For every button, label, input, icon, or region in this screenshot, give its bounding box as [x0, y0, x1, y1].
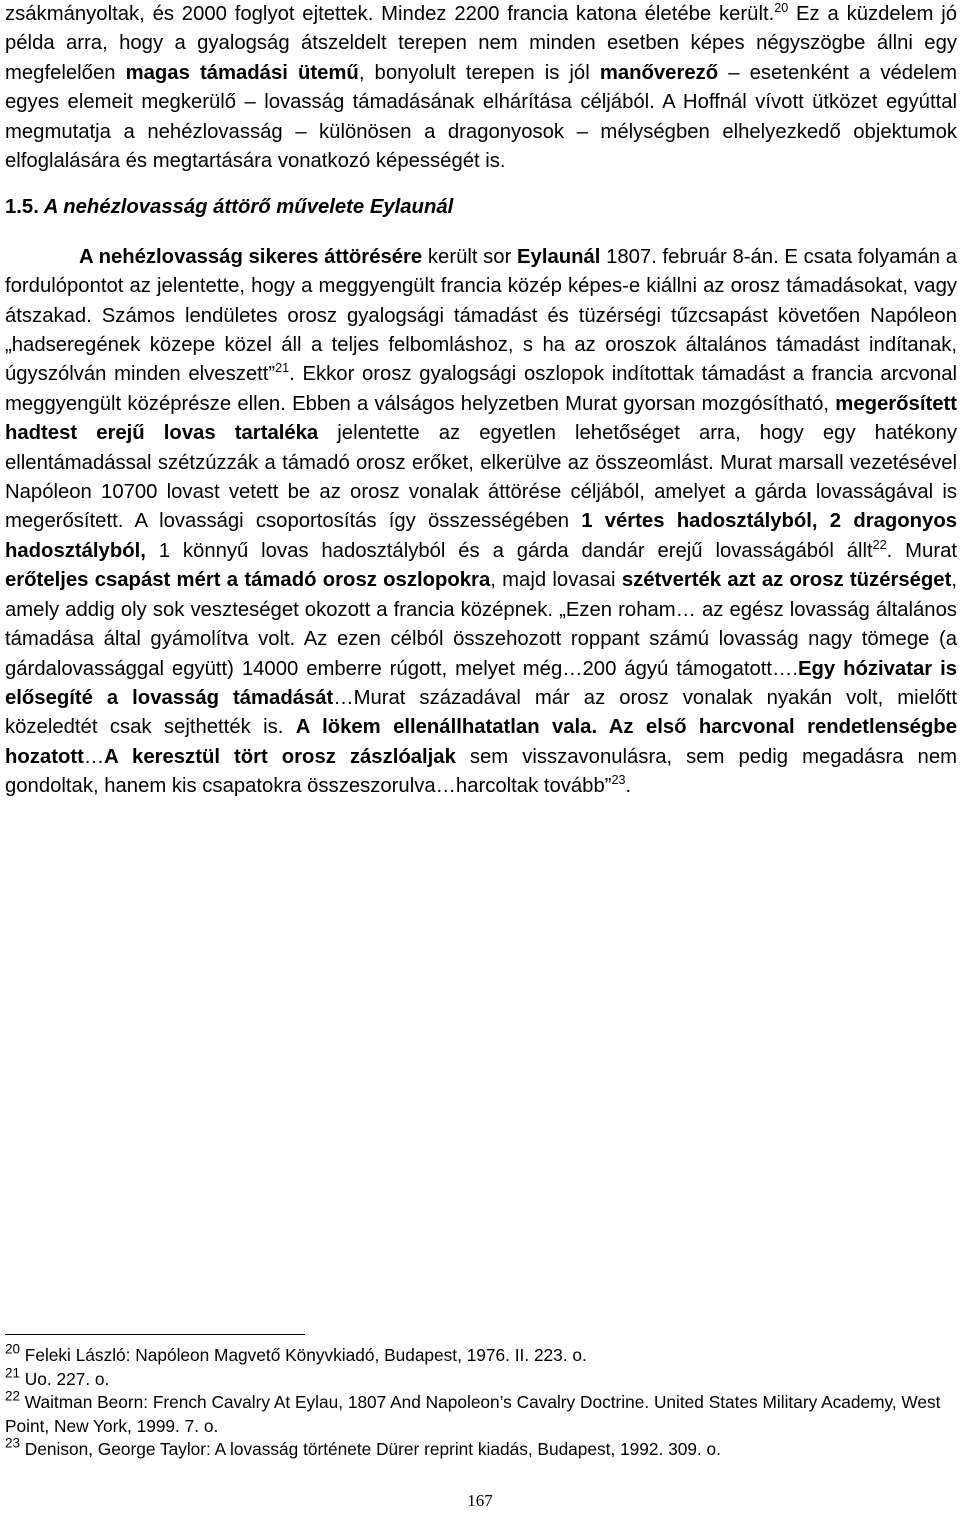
text-run: jelentette az egyetlen lehetőséget arra, hogy egy hatékony ellentámadással szétzúzzák a támadó orosz erőket, elkerülve az összeomlást. Murat marsall vezetésével Napóleon 10700 lovast vetett be az orosz vonalak áttörése céljából, amelyet a gárda lovasságával is megerősített. A lovassági csoportosítás így összességében [5, 422, 957, 533]
text-run: Ez a küzdelem jó példa arra, hogy a gyalogság átszeldelt terepen nem minden esetben képes négyszögbe állni egy megfelelően [5, 3, 957, 84]
text-run: … [83, 745, 105, 768]
text-run: sem visszavonulásra, sem pedig megadásra nem gondoltak, hanem kis csapatokra összeszorulva…harcoltak tovább” [5, 745, 958, 798]
text-run: 1 könnyű lovas hadosztályból és a gárda dandár erejű lovasságából állt [145, 539, 873, 562]
text-run: , majd lovasai [490, 569, 622, 592]
footnote-reference: 20 [774, 0, 789, 15]
emphasis-text: Egy hózivatar is elősegíté a lovasság támadását [5, 657, 957, 709]
footnote-text: Feleki László: Napóleon Magvető Könyvkiadó, Budapest, 1976. II. 223. o. [20, 1345, 587, 1365]
emphasis-text: A lökem ellenállhatatlan vala. Az első harcvonal rendetlenségbe hozatott [5, 716, 957, 768]
section-heading [5, 193, 957, 222]
body-text [5, 0, 957, 802]
section-number: 1.5. [5, 196, 39, 219]
emphasis-text: 1 vértes hadosztályból, 2 dragonyos hadosztályból, [5, 510, 957, 562]
footnote-23 [5, 1435, 955, 1462]
section-title: A nehézlovasság áttörő művelete Eylaunál [43, 196, 454, 219]
text-run: . [625, 775, 632, 798]
footnotes [5, 1341, 955, 1462]
text-run: , bonyolult terepen is jól [358, 61, 600, 84]
footnote-21 [5, 1365, 955, 1392]
text-run: . Ekkor orosz gyalogsági oszlopok indítottak támadást a francia arcvonal meggyengült középrésze ellen. Ebben a válságos helyzetben Murat gyorsan mozgósítható, [5, 363, 957, 415]
text-run: 1807. február 8-án. E csata folyamán a fordulópontot az jelentette, hogy a meggyengült francia közép képes-e kiállni az orosz támadásokat, vagy átszakad. Számos lendületes orosz gyalogsági támadást és tüzérségi tűzcsapást követően Napóleon „hadseregének közepe közel áll a teljes felbomláshoz, s ha az oroszok általános támadást indítanak, úgyszólván minden elveszett” [5, 245, 957, 386]
emphasis-text: A nehézlovasság sikeres áttörésére [79, 245, 423, 268]
footnote-20 [5, 1341, 955, 1368]
footnote-22 [5, 1388, 955, 1438]
footnote-marker: 21 [5, 1365, 20, 1381]
footnote-text: Denison, George Taylor: A lovasság története Dürer reprint kiadás, Budapest, 1992. 309. o. [20, 1439, 721, 1459]
emphasis-text: Eylaunál [517, 245, 601, 268]
paragraph-eylau-breakthrough [5, 243, 957, 802]
footnote-marker: 22 [5, 1388, 20, 1404]
text-run: , amely addig oly sok veszteséget okozott a francia középnek. „Ezen roham… az egész lovasság általános támadása által gyámolítva volt. Az ezen célból összehozott roppant számú lovasság nagy tömege (a gárdalovassággal együtt) 14000 emberre rúgott, melyet még…200 ágyú támogatott…. [5, 569, 957, 680]
page-number: 167 [467, 1491, 493, 1510]
footnote-text: Uo. 227. o. [20, 1368, 110, 1389]
text-run: zsákmányoltak, és 2000 foglyot ejtettek. Mindez 2200 francia katona életébe került. [5, 3, 775, 25]
text-run: . Murat [886, 539, 957, 562]
footnote-text: Waitman Beorn: French Cavalry At Eylau, 1807 And Napoleon’s Cavalry Doctrine. United States Military Academy, West Point, New York, 1999. 7. o. [5, 1392, 941, 1436]
footnote-marker: 20 [5, 1341, 20, 1357]
emphasis-text: erőteljes csapást mért a támadó orosz oszlopokra [5, 569, 491, 592]
emphasis-text: szétverték azt az orosz tüzérséget [621, 569, 952, 592]
footnote-reference: 22 [872, 537, 887, 552]
footnote-marker: 23 [5, 1435, 20, 1451]
text-run: került sor [422, 245, 518, 268]
emphasis-text: megerősített hadtest erejű lovas tartaléka [5, 392, 957, 445]
text-run: …Murat századával már az orosz vonalak nyakán volt, mielőtt közeledtét csak sejthették is. [5, 686, 957, 739]
footnote-separator [5, 1334, 305, 1335]
emphasis-text: manőverező [599, 61, 719, 84]
emphasis-text: magas támadási ütemű [125, 61, 359, 84]
footnote-reference: 23 [611, 772, 626, 787]
emphasis-text: A keresztül tört orosz zászlóaljak [104, 745, 456, 768]
text-run: – esetenként a védelem egyes elemeit megkerülő – lovasság támadásának elhárítása céljából. A Hoffnál vívott ütközet egyúttal megmutatja a nehézlovasság – különösen a dragonyosok – mélységben elhelyezkedő objektumok elfoglalására és megtartására vonatkozó képességét is. [5, 61, 957, 173]
paragraph-hoff-battle [5, 0, 957, 176]
footnote-reference: 21 [275, 361, 290, 376]
